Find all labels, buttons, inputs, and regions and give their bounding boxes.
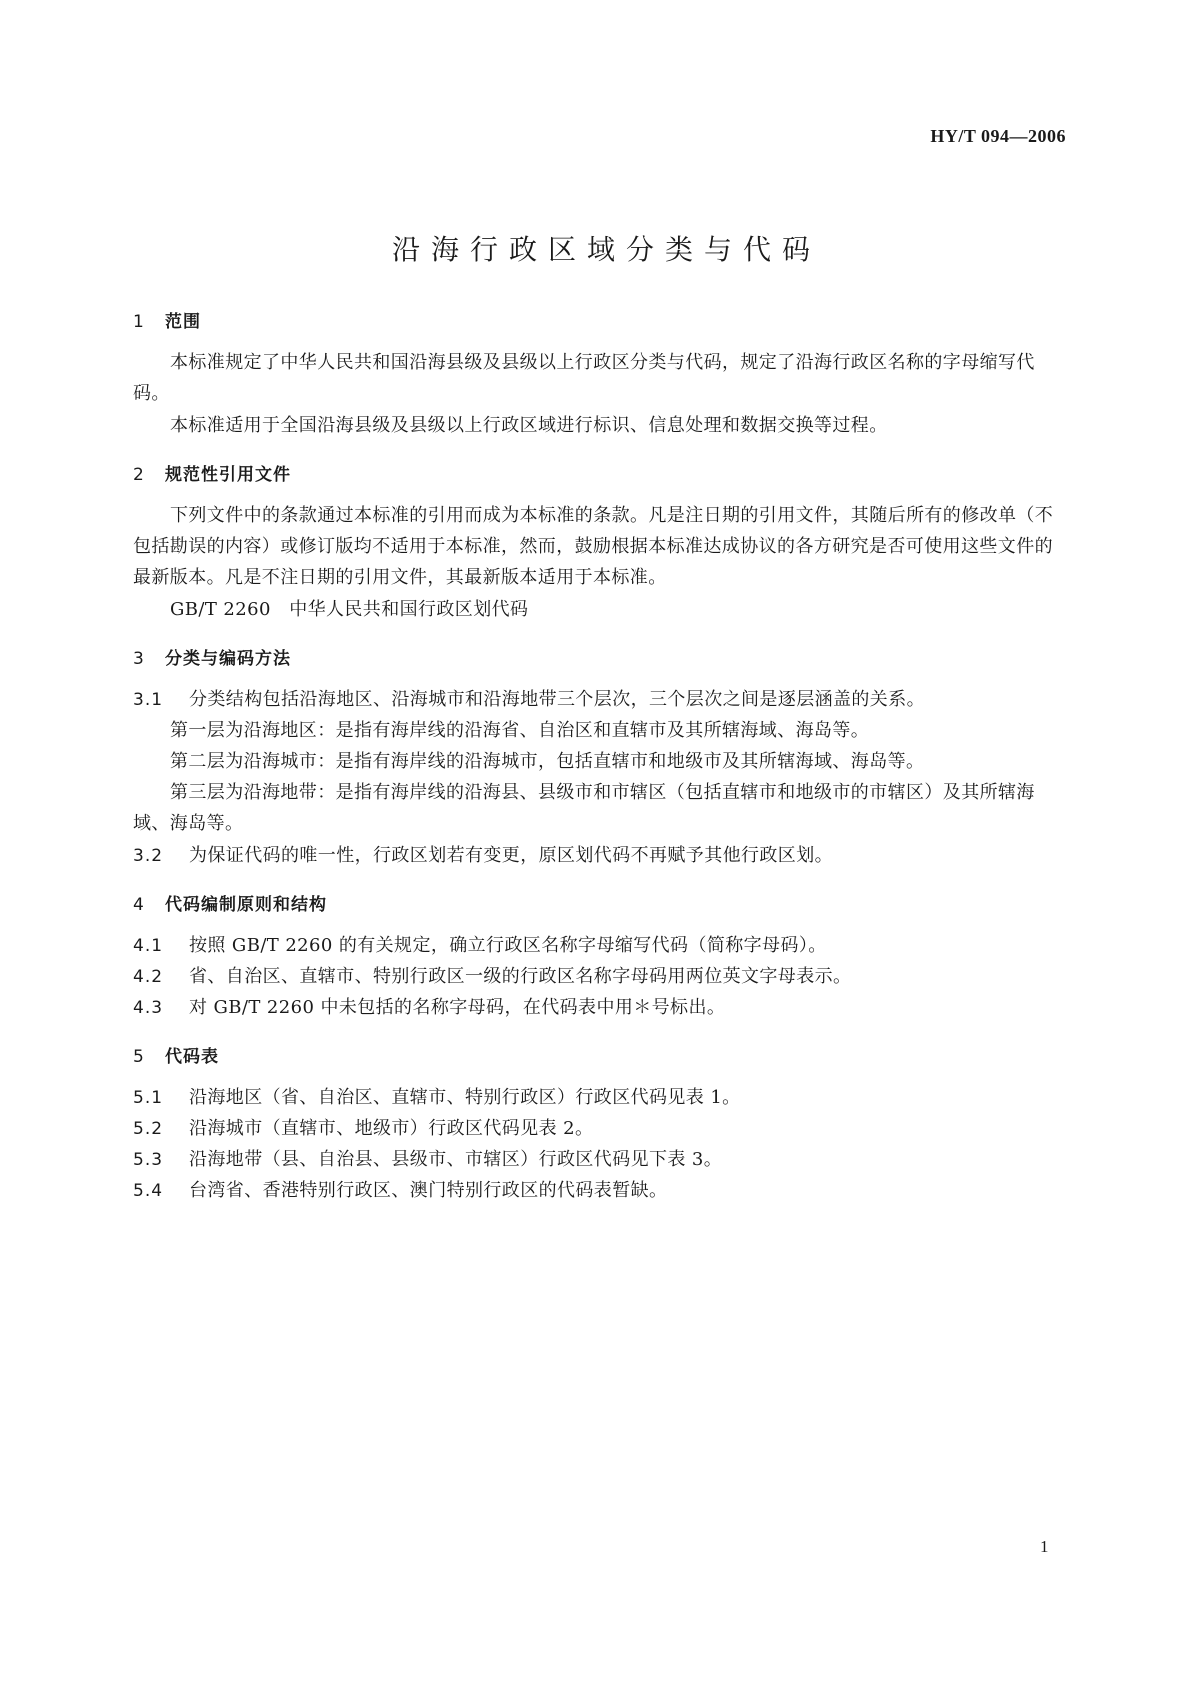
normative-reference: GB/T 2260 中华人民共和国行政区划代码 bbox=[170, 599, 529, 620]
clause-number: 4.1 bbox=[133, 936, 164, 956]
section-title: 代码表 bbox=[165, 1047, 219, 1067]
clause-text: 沿海地区（省、自治区、直辖市、特别行政区）行政区代码见表 1。 bbox=[189, 1087, 741, 1108]
paragraph: 下列文件中的条款通过本标准的引用而成为本标准的条款。凡是注日期的引用文件，其随后所有的修改单（不包括勘误的内容）或修订版均不适用于本标准，然而，鼓励根据本标准达成协议的各方研究是否可使用这些文件的最新版本。凡是不注日期的引用文件，其最新版本适用于本标准。 bbox=[133, 505, 1054, 588]
section-number: 3 bbox=[133, 649, 145, 669]
clause-5-1 bbox=[133, 1082, 1061, 1114]
section-title: 规范性引用文件 bbox=[165, 465, 291, 485]
clause-text: 按照 GB/T 2260 的有关规定，确立行政区名称字母缩写代码（简称字母码）。 bbox=[189, 935, 827, 956]
section-number: 4 bbox=[133, 895, 145, 915]
clause-5-3 bbox=[133, 1144, 1061, 1176]
clause-5-2 bbox=[133, 1113, 1061, 1145]
section-title: 范围 bbox=[165, 312, 201, 332]
page-number: 1 bbox=[1040, 1537, 1049, 1556]
clause-5-4 bbox=[133, 1175, 1061, 1207]
section-1-heading bbox=[133, 307, 201, 332]
clause-text: 分类结构包括沿海地区、沿海城市和沿海地带三个层次，三个层次之间是逐层涵盖的关系。 bbox=[189, 689, 925, 710]
section-5-heading bbox=[133, 1042, 219, 1067]
section-number: 1 bbox=[133, 312, 145, 332]
clause-number: 5.2 bbox=[133, 1119, 164, 1139]
section-4-heading bbox=[133, 890, 327, 915]
clause-number: 4.2 bbox=[133, 967, 164, 987]
clause-number: 4.3 bbox=[133, 998, 164, 1018]
clause-3-1 bbox=[133, 684, 1061, 716]
clause-text: 省、自治区、直辖市、特别行政区一级的行政区名称字母码用两位英文字母表示。 bbox=[189, 966, 852, 987]
paragraph: 第二层为沿海城市：是指有海岸线的沿海城市，包括直辖市和地级市及其所辖海域、海岛等。 bbox=[170, 751, 925, 772]
document-title: 沿海行政区域分类与代码 bbox=[391, 233, 821, 266]
clause-number: 5.3 bbox=[133, 1150, 164, 1170]
section-title: 分类与编码方法 bbox=[165, 649, 291, 669]
clause-text: 为保证代码的唯一性，行政区划若有变更，原区划代码不再赋予其他行政区划。 bbox=[189, 845, 833, 866]
standard-code: HY/T 094—2006 bbox=[930, 126, 1066, 146]
section-3-heading bbox=[133, 644, 291, 669]
section-number: 2 bbox=[133, 465, 145, 485]
clause-4-2 bbox=[133, 961, 1061, 993]
clause-number: 5.1 bbox=[133, 1088, 164, 1108]
section-number: 5 bbox=[133, 1047, 145, 1067]
clause-number: 5.4 bbox=[133, 1181, 164, 1201]
clause-number: 3.1 bbox=[133, 690, 164, 710]
clause-number: 3.2 bbox=[133, 846, 164, 866]
paragraph: 第一层为沿海地区：是指有海岸线的沿海省、自治区和直辖市及其所辖海域、海岛等。 bbox=[170, 720, 870, 741]
clause-4-3 bbox=[133, 992, 1061, 1024]
section-title: 代码编制原则和结构 bbox=[165, 895, 327, 915]
section-2-heading bbox=[133, 460, 291, 485]
paragraph: 本标准规定了中华人民共和国沿海县级及县级以上行政区分类与代码，规定了沿海行政区名称的字母缩写代码。 bbox=[133, 352, 1035, 404]
clause-text: 沿海城市（直辖市、地级市）行政区代码见表 2。 bbox=[189, 1118, 594, 1139]
paragraph: 本标准适用于全国沿海县级及县级以上行政区域进行标识、信息处理和数据交换等过程。 bbox=[170, 415, 888, 436]
clause-3-2 bbox=[133, 840, 1061, 872]
clause-text: 沿海地带（县、自治县、县级市、市辖区）行政区代码见下表 3。 bbox=[189, 1149, 723, 1170]
clause-text: 对 GB/T 2260 中未包括的名称字母码，在代码表中用＊号标出。 bbox=[189, 997, 726, 1018]
clause-text: 台湾省、香港特别行政区、澳门特别行政区的代码表暂缺。 bbox=[189, 1180, 668, 1201]
clause-4-1 bbox=[133, 930, 1061, 962]
paragraph: 第三层为沿海地带：是指有海岸线的沿海县、县级市和市辖区（包括直辖市和地级市的市辖区）及其所辖海域、海岛等。 bbox=[133, 782, 1035, 834]
